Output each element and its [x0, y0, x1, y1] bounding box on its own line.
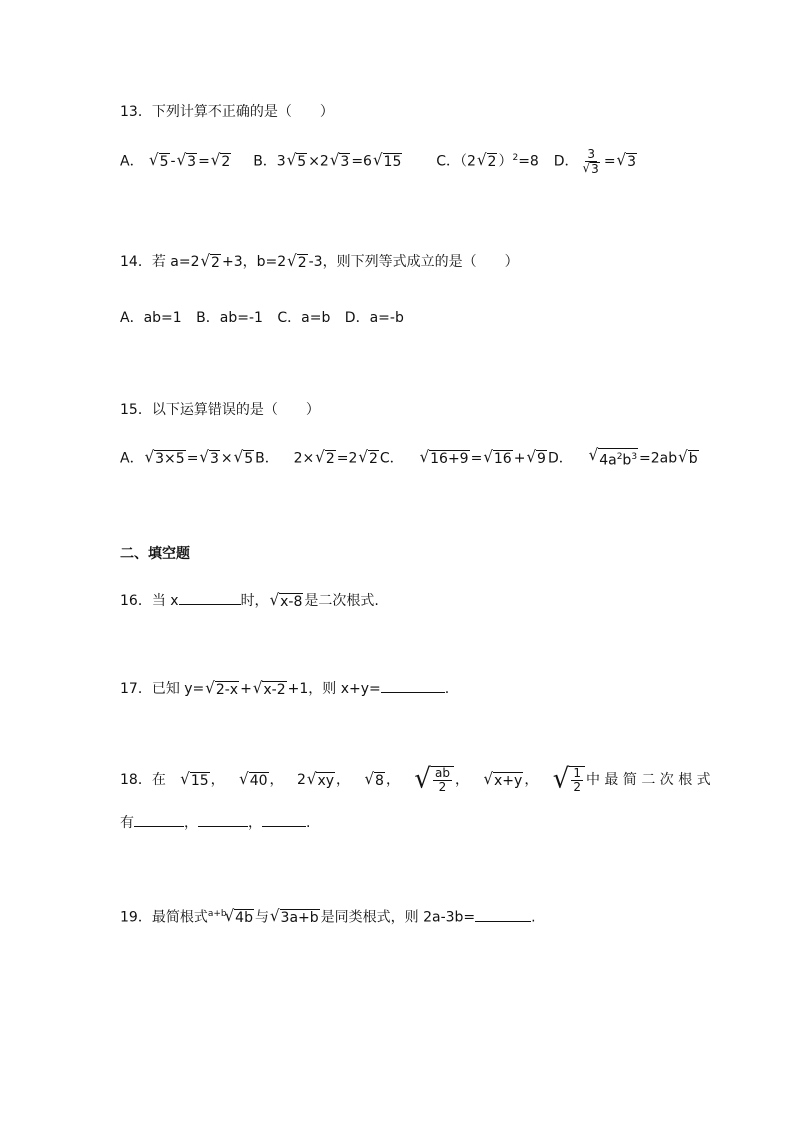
- option-c: C．a=b: [277, 310, 331, 326]
- option-a-label: A．: [120, 450, 144, 467]
- radical: √ x-2: [252, 677, 286, 698]
- operator: =6: [351, 153, 372, 170]
- radical: √ 3: [616, 150, 637, 171]
- option-b-label: B．: [255, 450, 279, 467]
- radical: √ 4b: [224, 906, 253, 927]
- section-heading: 二、填空题: [120, 546, 190, 562]
- question-13-stem: 13．下列计算不正确的是（ ）: [120, 104, 334, 120]
- radical: √ 40: [239, 768, 268, 789]
- answer-blank[interactable]: [262, 812, 306, 827]
- radical: √ 2: [210, 150, 231, 171]
- question-18-line-1: 18．在 √ 15 ， √ 40 ， 2 √ xy ， √ 8 ， √ $\frac{ab}{2}$ ， √ x+y ， √ $\frac{1}{2}$ 中 最 简 二 次 根 式: [120, 763, 711, 795]
- operator: -: [170, 153, 176, 170]
- radical: √ 2: [315, 447, 335, 467]
- question-17: 17．已知 y= √ 2-x + √ x-2 +1，则 x+y= .: [120, 677, 450, 698]
- question-14-options: [120, 308, 414, 328]
- option-b: B．ab=-1: [196, 310, 263, 326]
- radical: √ 3: [199, 447, 219, 467]
- radical: √ 15: [180, 768, 209, 789]
- option-b-label: B．: [253, 153, 277, 170]
- radical: √ 15: [372, 150, 402, 171]
- radical: √ 5: [286, 150, 307, 171]
- fraction: 3 √ 3: [582, 147, 599, 177]
- radical-index: a+b: [207, 909, 227, 919]
- radical: √ 2: [358, 447, 378, 467]
- question-15-options: A． √ 3×5 = √ 3 × √ 5 B． 2× √ 2 =2 √ 2 C． √ 16+9 = √ 16 + √ 9 D． √ $4a^2b^3$ =2ab √ b: [120, 445, 698, 469]
- question-13-options: [120, 148, 638, 175]
- option-c-label: C．: [436, 153, 461, 170]
- question-14-stem: 14．若 a=2 √ 2 +3，b=2 √ 2 -3，则下列等式成立的是（ ）: [120, 250, 519, 271]
- answer-blank[interactable]: [475, 907, 531, 922]
- option-a: A．ab=1: [120, 310, 182, 326]
- radical: √ 2: [287, 250, 307, 271]
- answer-blank[interactable]: [198, 812, 248, 827]
- radical: √ xy: [306, 768, 335, 789]
- radical: √ 3: [329, 150, 350, 171]
- radical: √ b: [678, 447, 698, 467]
- radical: √ 3: [176, 150, 197, 171]
- radical: √ 3a+b: [269, 906, 319, 927]
- question-15-stem: 15．以下运算错误的是（ ）: [120, 402, 320, 418]
- radical: √ 5: [149, 150, 169, 171]
- coefficient: 3: [276, 153, 286, 170]
- radical: √ 3×5: [144, 447, 185, 467]
- option-a-label: A．: [120, 153, 144, 170]
- answer-blank[interactable]: [179, 590, 241, 605]
- paren: ）: [498, 153, 513, 170]
- radical: √ 16+9: [419, 447, 469, 467]
- radical: √ x+y: [483, 768, 523, 789]
- answer-blank[interactable]: [134, 812, 184, 827]
- operator: =: [603, 153, 616, 170]
- radical: √ 2: [476, 150, 497, 171]
- option-d-label: D．: [547, 450, 573, 467]
- question-16: 16．当 x 时， √ x-8 是二次根式.: [120, 589, 379, 610]
- radical: √ 9: [526, 447, 546, 467]
- question-19: 19．最简根式$^{a+b}$ √ 4b 与 √ 3a+b 是同类根式，则 2a-3b= .: [120, 906, 536, 927]
- operator: =: [198, 153, 210, 170]
- radical: √ 2: [200, 250, 220, 271]
- operator: =8: [518, 153, 539, 170]
- radical-fraction: √ $\frac{ab}{2}$: [414, 766, 454, 794]
- operator: ×2: [308, 153, 329, 170]
- exponent: 2: [512, 153, 519, 163]
- radical: √ 8: [364, 768, 384, 789]
- radical: √ $4a^2b^3$: [588, 445, 638, 469]
- radical: √ 16: [483, 447, 512, 467]
- option-c-label: C．: [379, 450, 404, 467]
- answer-blank[interactable]: [381, 678, 445, 693]
- question-18-line-2: 有 ， ， .: [120, 812, 310, 833]
- radical-fraction: √ $\frac{1}{2}$: [553, 766, 585, 794]
- option-d: D．a=-b: [344, 310, 404, 326]
- paren: （2: [460, 153, 476, 170]
- radical: √ x-8: [269, 589, 303, 610]
- radical: √ 2-x: [205, 677, 239, 698]
- option-d-label: D．: [553, 153, 579, 170]
- radical: √ 5: [233, 447, 254, 467]
